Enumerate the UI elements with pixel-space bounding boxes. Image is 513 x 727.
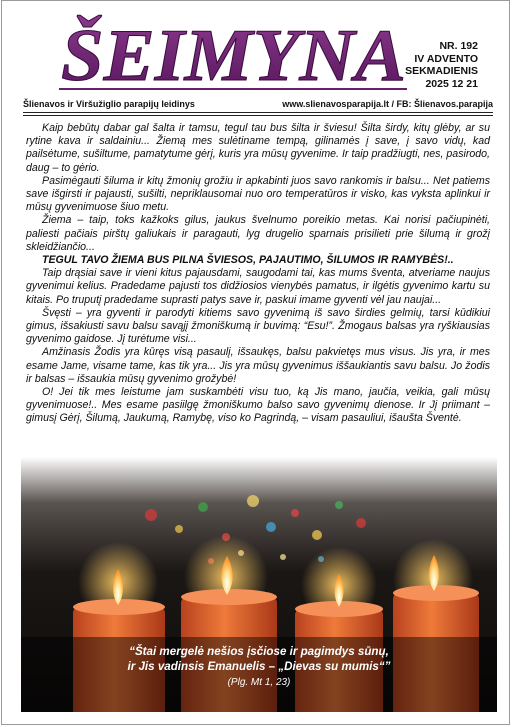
article-headline: TEGUL TAVO ŽIEMA BUS PILNA ŠVIESOS, PAJAUTIMO, ŠILUMOS IR RAMYBĖS!.. — [42, 254, 454, 267]
masthead-logo — [57, 14, 417, 96]
sunday-name: IV ADVENTO — [414, 52, 478, 65]
publisher-label: Šlienavos ir Viršužiglio parapijų leidinys — [23, 99, 195, 109]
subline — [23, 99, 493, 113]
masthead-title: ŠEIMYNA — [61, 15, 407, 96]
header-rule — [23, 112, 493, 113]
article-body — [26, 122, 490, 426]
caption-reference: (Plg. Mt 1, 23) — [227, 677, 291, 688]
caption-line-2: ir Jis vadinsis Emanuelis – „Dievas su mumis“” — [127, 660, 391, 673]
issue-number: NR. 192 — [439, 40, 478, 52]
article-paragraph: Žiema – taip, toks kažkoks gilus, jaukus švelnumo poreikio metas. Kai norisi pačiupinėti, paliesti pačiais pirštų galiukais ir paragauti, lyg drugelio sparnais prisilieti prie šilumą ir grožį skleidžiančio... — [26, 214, 490, 253]
photo-caption — [21, 644, 497, 690]
header-rule-secondary — [23, 115, 493, 116]
article-paragraph: Švęsti – yra gyventi ir parodyti kitiems savo gyvenimą iš savo širdies gelmių, tarsi kūdikiui gimus, išsakiusti savu balsu savąjį žmoniškumą ir buvimą: “Esu!”. Žmogaus balsas yra ryškiausias gyvenimo gaidose. Jį turėtume visi... — [26, 306, 490, 346]
article-paragraph: O! Jei tik mes leistume jam suskambėti visu tuo, ką Jis mano, jaučia, veikia, gali mūsų gyvenimuose!.. Mes esame pasiilgę žmoniškumo balso savo gyvenimų dienose. Ir Jį priimant – gimusį Gėrį, Šilumą, Jaukumą, Ramybę, viso ko Pagrindą, – visam pasauliui, išaušta Šventė. — [26, 386, 490, 425]
website-link[interactable]: www.slienavosparapija.lt / FB: Šlienavos.parapija — [282, 99, 493, 109]
article-paragraph: Pasimėgauti šiluma ir kitų žmonių grožiu ir apkabinti juos savo rankomis ir balsu... Net patiems save išgirsti ir pajausti, sušilti, nepriklausomai nuo oro temperatūros ir visko, kas vyksta aplinkui ir mūsų gyvenimuose šiuo metu. — [26, 174, 490, 214]
issue-date: 2025 12 21 — [425, 77, 478, 90]
article-paragraph: Amžinasis Žodis yra kūręs visą pasaulį, išsaukęs, balsu pakvietęs mus visus. Jis yra, ir mes esame Jame, visame tame, kas tik yra... Jis yra mūsų gyvenimus iššaukiantis savu balsu. Jo žodis ir balsas – išsaukia mūsų gyvenimo grožybė! — [26, 346, 490, 385]
issue-block — [405, 40, 478, 90]
article-paragraph: Taip drąsiai save ir vieni kitus pajausdami, saugodami tai, kas mums šventa, atveriame naujus gyvenimui kelius. Pradedame pajusti tos didžiosios vienybės pamatus, ir ilgėtis gyvenimo kartu su kitais. Po truputį pradedame suprasti patys save ir, paskui imame gyventi vėl jau naujai... — [26, 267, 490, 306]
article-paragraph: Kaip bebūtų dabar gal šalta ir tamsu, tegul tau bus šilta ir šviesu! Šilta širdy, kitų glėby, ar su rytine kava ir saldainiu... Žiemą mes sulėtiname tempą, gilinamės į save, į savo vidų, kad pailsėtume, sušiltume, pamatytume gėrį, kuris yra mūsų gyvenime. Ir taip pradžiugti, nes, pasirodo, daug – to gėrio. — [26, 122, 490, 174]
sunday-word: SEKMADIENIS — [405, 65, 478, 77]
caption-line-1: “Štai mergelė nešios įsčiose ir pagimdys sūnų, — [129, 645, 389, 658]
